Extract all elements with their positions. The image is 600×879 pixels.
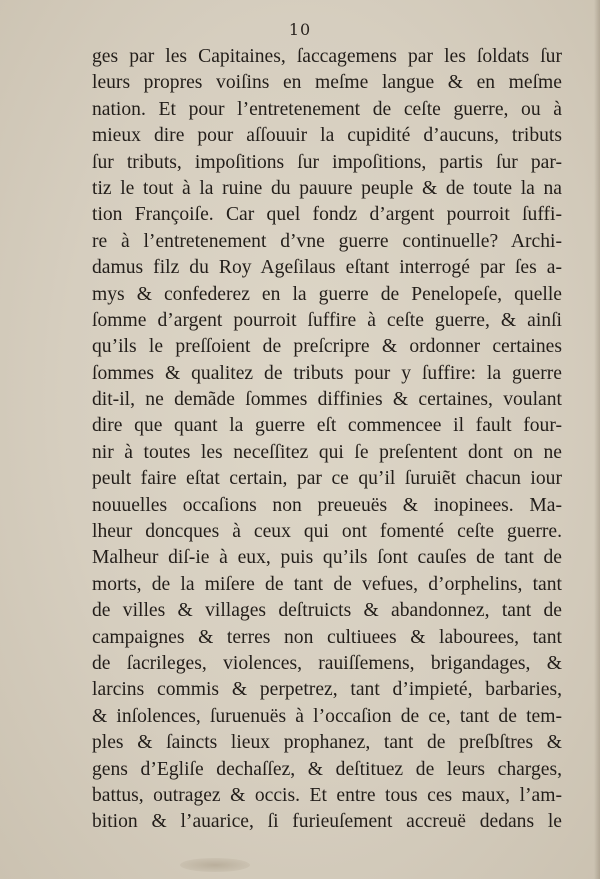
text-line: tiz le tout à la ruine du pauure peuple & de toute la na bbox=[92, 177, 562, 199]
text-line: bition & l’auarice, ſi furieuſement accreuë dedans le bbox=[92, 811, 562, 833]
text-line: peult faire eſtat certain, par ce qu’il ſuruiẽt chacun iour bbox=[92, 468, 562, 490]
text-line: re à l’entretenement d’vne guerre continuelle? Archi- bbox=[92, 230, 562, 252]
text-line: Malheur diſ-ie à eux, puis qu’ils ſont cauſes de tant de bbox=[92, 547, 562, 569]
text-line: larcins commis & perpetrez, tant d’impieté, barbaries, bbox=[92, 679, 562, 701]
text-line: gens d’Egliſe dechaſſez, & deſtituez de leurs charges, bbox=[92, 758, 562, 780]
page-edge-shadow bbox=[594, 0, 600, 879]
paper-stain bbox=[180, 858, 250, 872]
text-line: dit-il, ne demãde ſommes diffinies & certaines, voulant bbox=[92, 389, 562, 411]
body-text bbox=[92, 44, 562, 836]
text-line: & inſolences, ſuruenuës à l’occaſion de ce, tant de tem- bbox=[92, 705, 562, 727]
text-line: nir à toutes les neceſſitez qui ſe preſentent dont on ne bbox=[92, 441, 562, 463]
text-line: morts, de la miſere de tant de vefues, d’orphelins, tant bbox=[92, 573, 562, 595]
text-line: mys & confederez en la guerre de Penelopeſe, quelle bbox=[92, 283, 562, 305]
text-line: qu’ils le preſſoient de preſcripre & ordonner certaines bbox=[92, 336, 562, 358]
text-line: battus, outragez & occis. Et entre tous ces maux, l’am- bbox=[92, 784, 562, 806]
text-line: lheur doncques à ceux qui ont fomenté ceſte guerre. bbox=[92, 521, 562, 543]
text-line: ples & ſaincts lieux prophanez, tant de preſbſtres & bbox=[92, 732, 562, 754]
page-number: 10 bbox=[288, 20, 312, 39]
text-line: leurs propres voiſins en meſme langue & en meſme bbox=[92, 72, 562, 94]
text-line: ſomme d’argent pourroit ſuffire à ceſte guerre, & ainſi bbox=[92, 309, 562, 331]
text-line: dire que quant la guerre eſt commencee il fault four- bbox=[92, 415, 562, 437]
text-line: de villes & villages deſtruicts & abandonnez, tant de bbox=[92, 600, 562, 622]
text-line: tion Françoiſe. Car quel fondz d’argent pourroit ſuffi- bbox=[92, 204, 562, 226]
text-line: damus filz du Roy Ageſilaus eſtant interrogé par ſes a- bbox=[92, 257, 562, 279]
text-line: ſur tributs, impoſitions ſur impoſitions, partis ſur par- bbox=[92, 151, 562, 173]
text-line: de ſacrileges, violences, rauiſſemens, brigandages, & bbox=[92, 652, 562, 674]
text-line: nation. Et pour l’entretenement de ceſte guerre, ou à bbox=[92, 98, 562, 120]
text-line: ſommes & qualitez de tributs pour y ſuffire: la guerre bbox=[92, 362, 562, 384]
text-line: campaignes & terres non cultiuees & labourees, tant bbox=[92, 626, 562, 648]
text-line: mieux dire pour aſſouuir la cupidité d’aucuns, tributs bbox=[92, 125, 562, 147]
text-line: ges par les Capitaines, ſaccagemens par les ſoldats ſur bbox=[92, 46, 562, 67]
text-line: nouuelles occaſions non preueuës & inopinees. Ma- bbox=[92, 494, 562, 516]
